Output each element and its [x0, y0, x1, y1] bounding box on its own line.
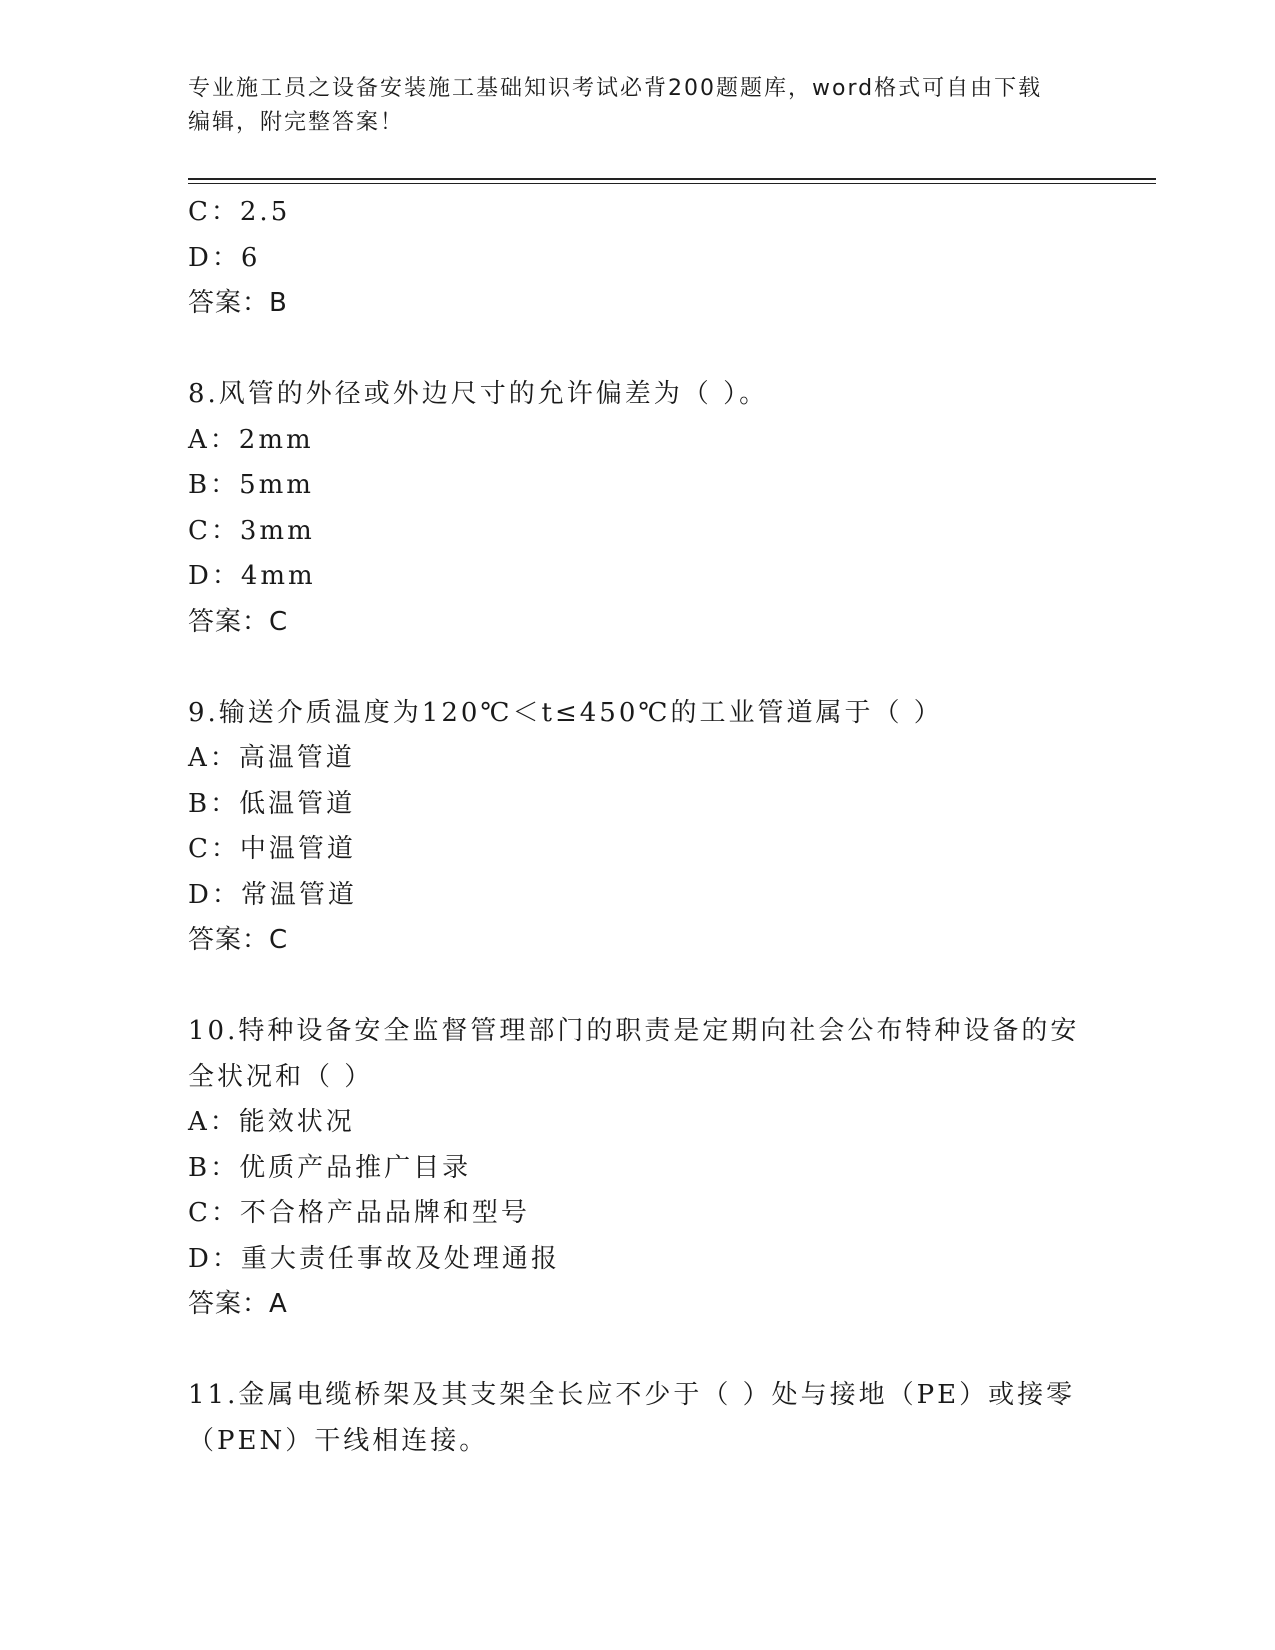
question-7-remainder [188, 190, 1088, 327]
question-text-line-1: 10.特种设备安全监督管理部门的职责是定期向社会公布特种设备的安 [188, 1016, 1080, 1046]
answer: 答案：A [188, 1289, 288, 1319]
option-a: A：2mm [188, 424, 314, 455]
question-8 [188, 372, 1088, 645]
answer: 答案：C [188, 606, 289, 637]
spacer [188, 645, 1088, 691]
option-d: D：常温管道 [188, 879, 357, 910]
question-list [188, 190, 1088, 1464]
option-b: B：优质产品推广目录 [188, 1152, 472, 1183]
answer: 答案：C [188, 925, 289, 955]
spacer [188, 327, 1088, 373]
question-text-line-2: 全状况和（ ） [188, 1061, 374, 1092]
question-text-line-2: （PEN）干线相连接。 [188, 1425, 489, 1456]
question-text: 8.风管的外径或外边尺寸的允许偏差为（ ）。 [188, 379, 769, 409]
spacer [188, 1328, 1088, 1374]
option-d: D：重大责任事故及处理通报 [188, 1243, 560, 1274]
header-divider-thick [188, 178, 1156, 180]
question-9 [188, 691, 1088, 964]
option-d: D：6 [188, 242, 261, 273]
option-c: C：不合格产品品牌和型号 [188, 1198, 530, 1228]
option-d: D：4mm [188, 561, 316, 591]
answer: 答案：B [188, 288, 288, 318]
header-divider-thin [188, 183, 1156, 184]
option-c: C：3mm [188, 515, 315, 546]
option-a: A：能效状况 [188, 1107, 355, 1137]
question-text: 9.输送介质温度为120℃＜t≤450℃的工业管道属于（ ） [188, 697, 943, 728]
document-header [188, 72, 1088, 140]
option-b: B：低温管道 [188, 788, 356, 819]
header-title-line-1: 专业施工员之设备安装施工基础知识考试必背200题题库，word格式可自由下载 [188, 76, 1043, 101]
question-10 [188, 1009, 1088, 1328]
option-a: A：高温管道 [188, 743, 355, 773]
option-c: C：中温管道 [188, 834, 356, 864]
header-title-line-2: 编辑，附完整答案！ [188, 110, 405, 135]
question-11 [188, 1373, 1088, 1464]
option-b: B：5mm [188, 470, 314, 500]
option-c: C：2.5 [188, 197, 291, 227]
question-text-line-1: 11.金属电缆桥架及其支架全长应不少于（ ）处与接地（PE）或接零 [188, 1380, 1076, 1410]
spacer [188, 964, 1088, 1010]
